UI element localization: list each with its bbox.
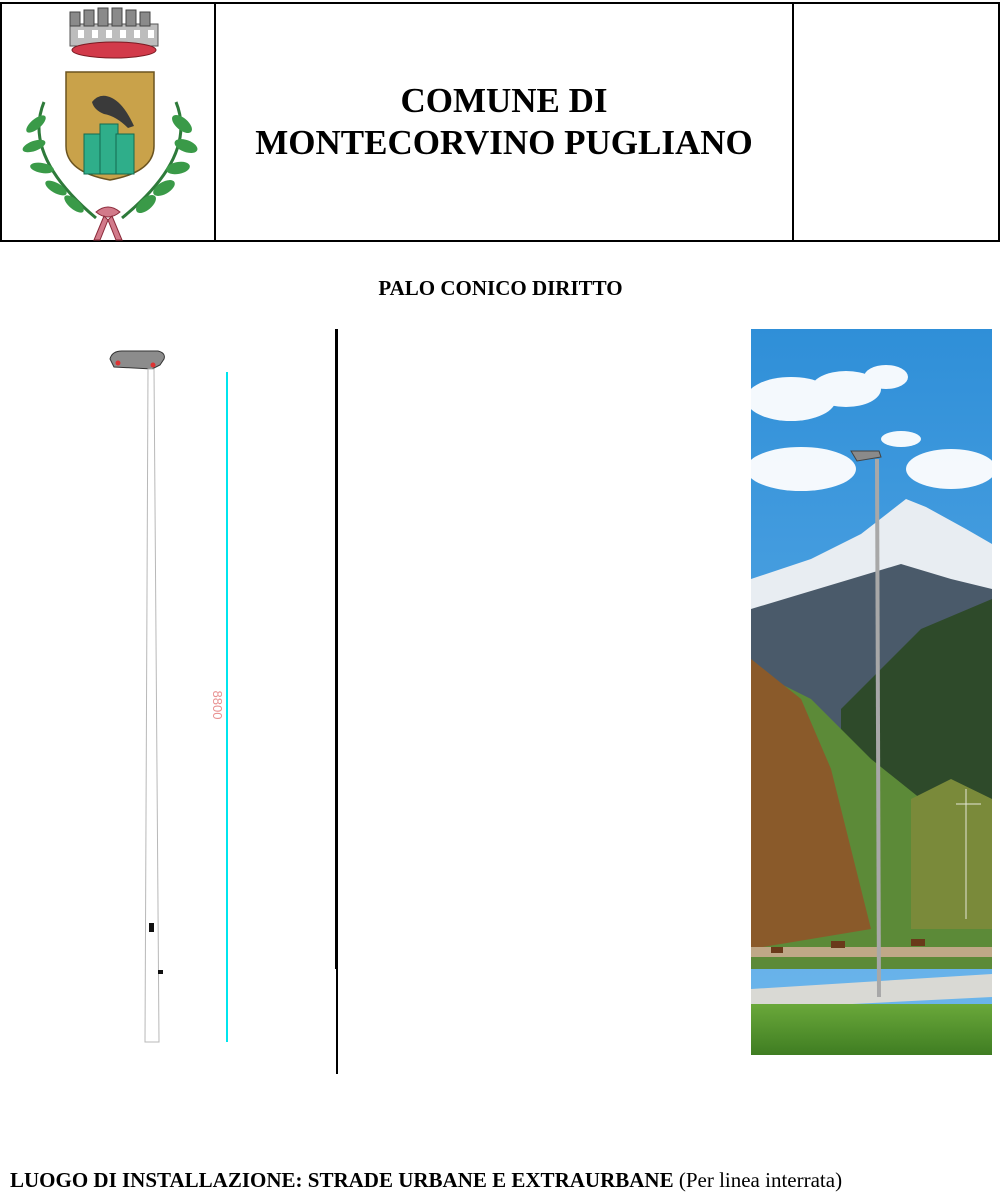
header-table bbox=[0, 2, 1000, 242]
installation-value: STRADE URBANE E EXTRAURBANE bbox=[307, 1168, 674, 1192]
dimension-label: 8800 bbox=[210, 690, 225, 720]
title-line-1: COMUNE DI bbox=[400, 81, 608, 120]
municipality-title bbox=[255, 80, 753, 164]
photo-pole bbox=[877, 459, 879, 997]
coat-of-arms-icon bbox=[4, 6, 214, 242]
pole-shaft bbox=[145, 369, 159, 1042]
title-cell bbox=[216, 4, 794, 240]
crown-icon bbox=[70, 8, 158, 58]
pole-drawing bbox=[100, 345, 260, 1050]
inspection-slot bbox=[149, 923, 154, 932]
document-heading: PALO CONICO DIRITTO bbox=[378, 276, 623, 300]
installation-photo bbox=[751, 329, 992, 1055]
cable-entry bbox=[158, 970, 163, 974]
luminaire-head-icon bbox=[110, 351, 164, 369]
title-line-2: MONTECORVINO PUGLIANO bbox=[255, 123, 753, 162]
installation-line bbox=[10, 1168, 842, 1193]
coat-of-arms-cell bbox=[2, 4, 216, 240]
installation-note: (Per linea interrata) bbox=[678, 1168, 843, 1192]
ribbon-icon bbox=[94, 207, 122, 240]
vertical-divider bbox=[336, 329, 338, 1074]
empty-cell bbox=[794, 4, 998, 240]
installation-label: LUOGO DI INSTALLAZIONE: bbox=[10, 1168, 303, 1192]
